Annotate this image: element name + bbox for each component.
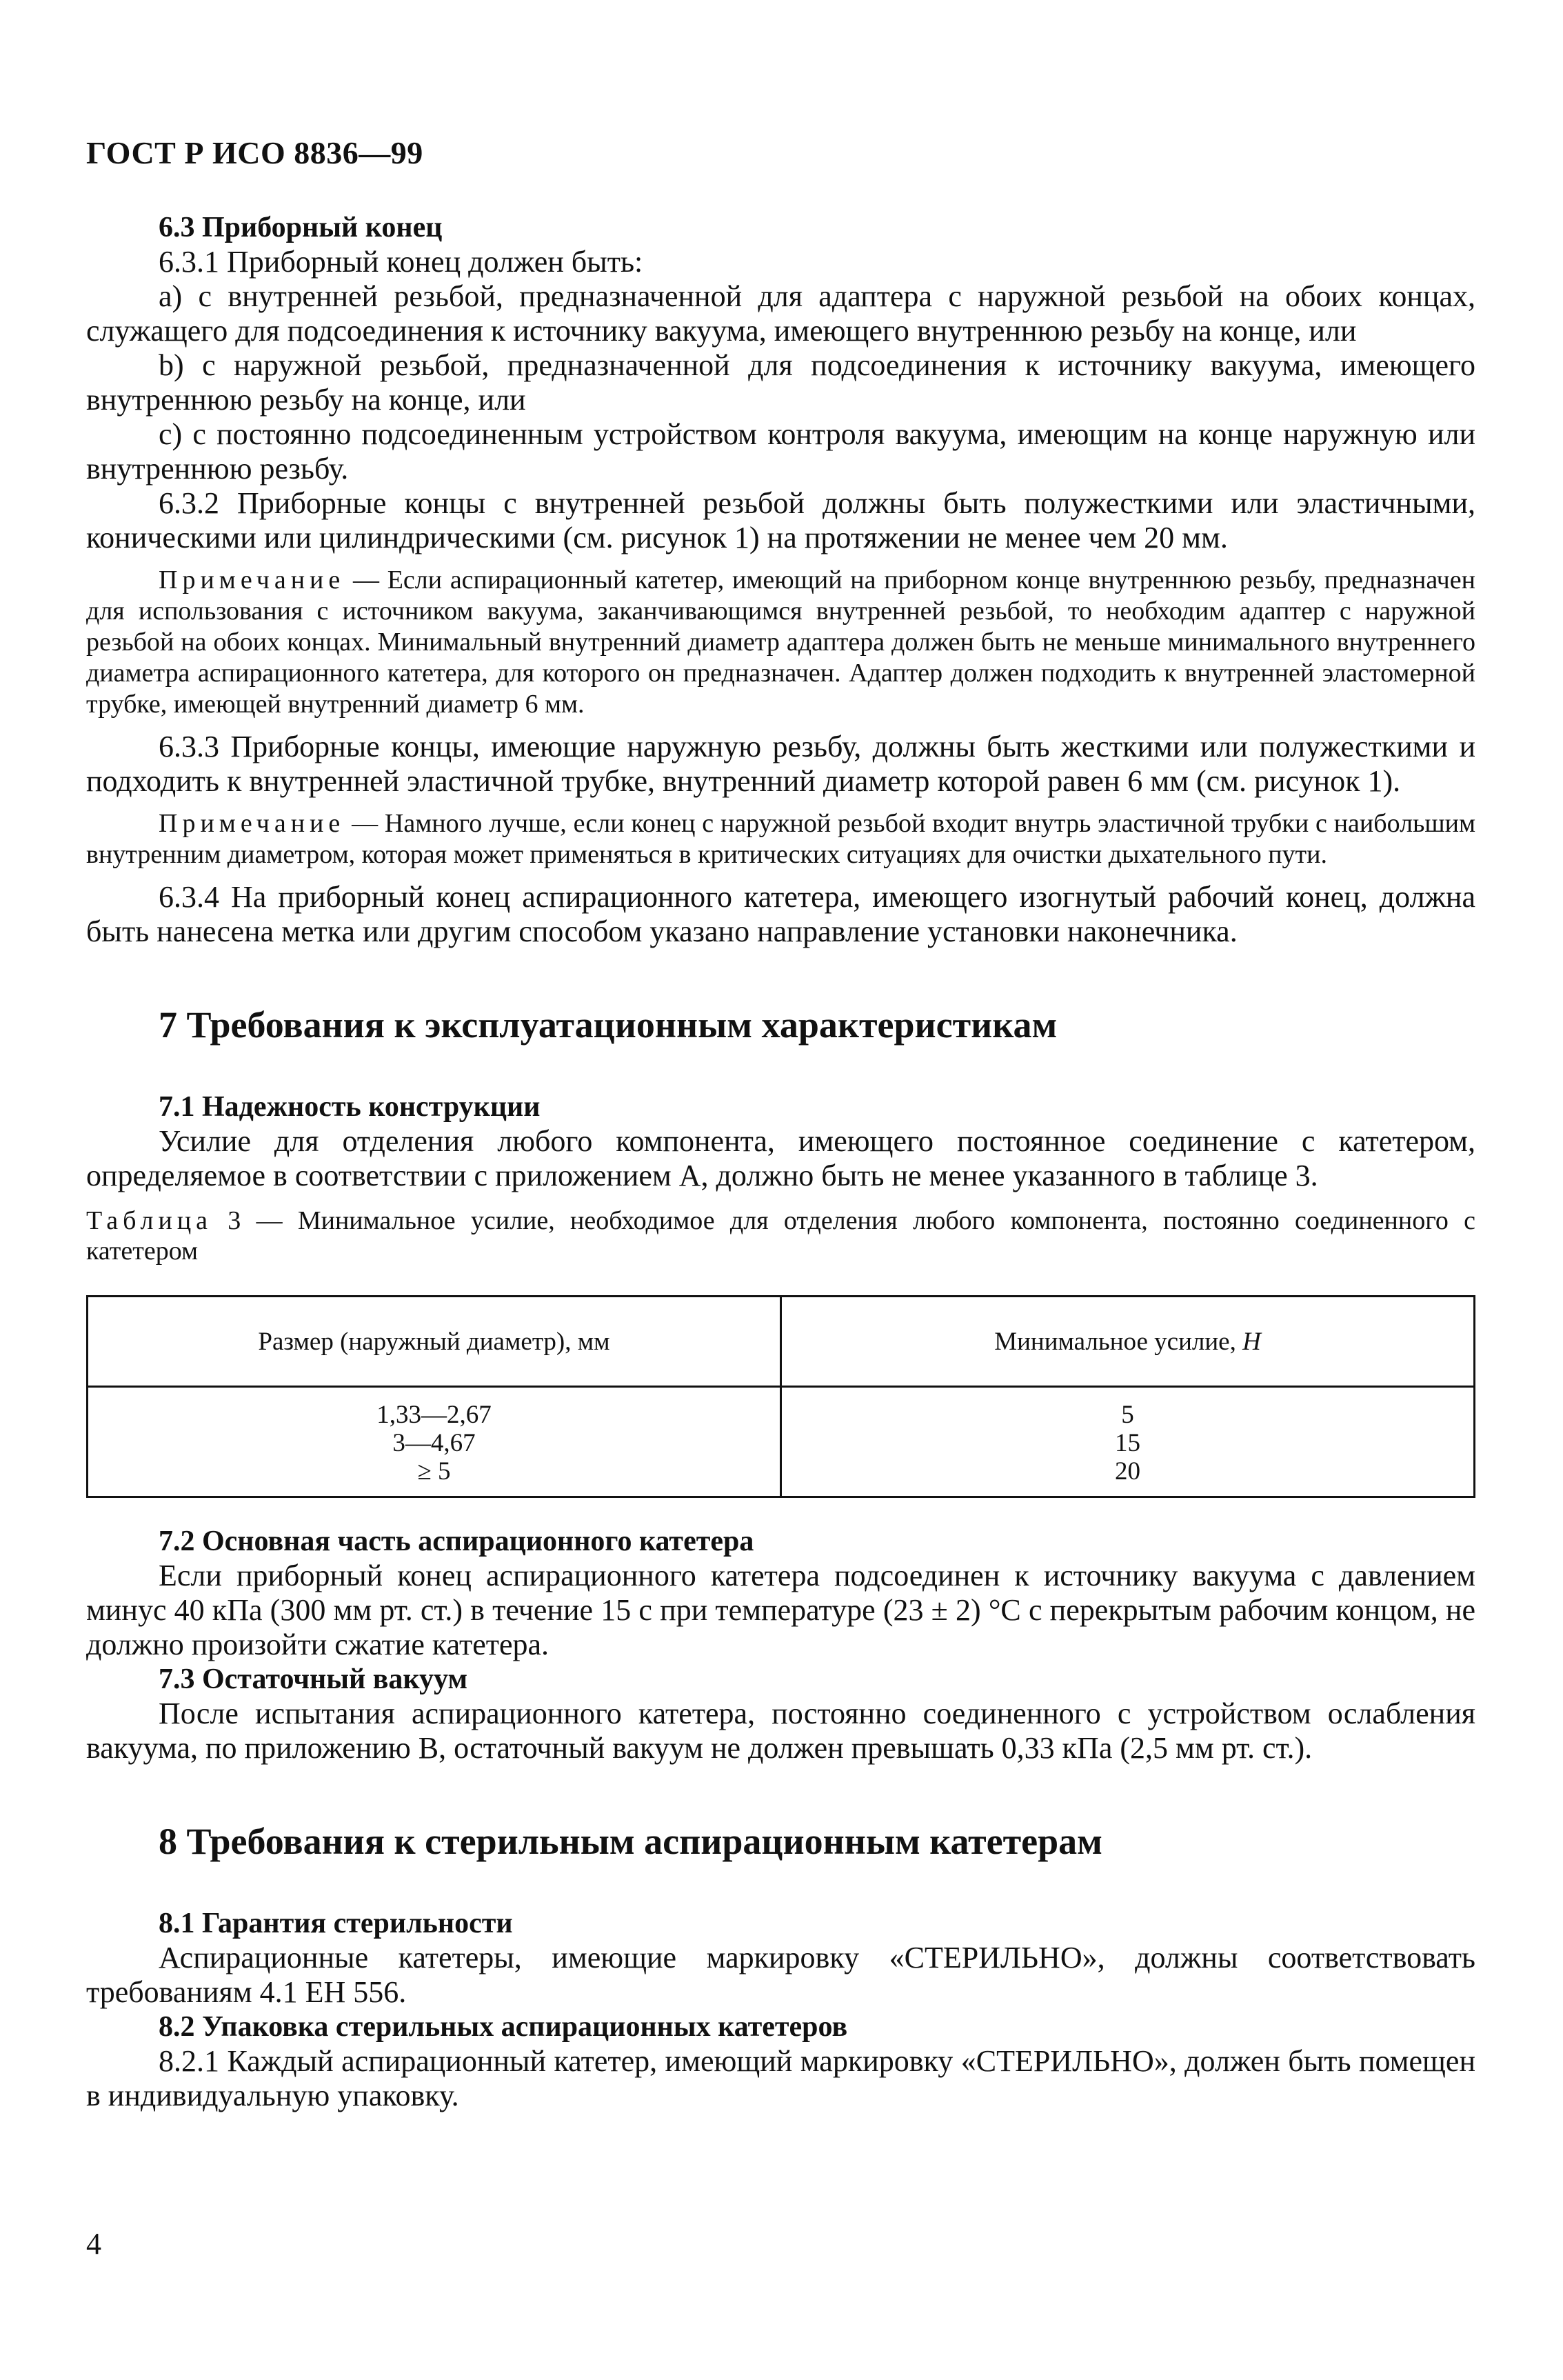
note-1 [86,565,1475,720]
note-text: — Намного лучше, если конец с наружной резьбой входит внутрь эластичной трубки с наибольшим внутренним диаметром, которая может применяться в критических ситуациях для очистки дыхательного пути. [86,809,1475,869]
table-row [88,1387,1475,1497]
size-value: ≥ 5 [417,1457,451,1486]
paragraph-7-3: После испытания аспирационного катетера, постоянно соединенного с устройством ослабления вакуума, по приложению В, остаточный вакуум не должен превышать 0,33 кПа (2,5 мм рт. ст.). [86,1697,1475,1765]
paragraph-6-3-3: 6.3.3 Приборные концы, имеющие наружную резьбу, должны быть жесткими или полужесткими и подходить к внутренней эластичной трубке, внутренний диаметр которой равен 6 мм (см. рисунок 1). [86,730,1475,798]
section-7-1-title: 7.1 Надежность конструкции [159,1091,541,1123]
force-value: 20 [1115,1457,1140,1486]
note-2 [86,808,1475,870]
note-label: Примечание [159,809,345,838]
table-header-force-label: Минимальное усилие, [994,1327,1243,1356]
table-header-size: Размер (наружный диаметр), мм [88,1297,781,1387]
table-header-force [781,1297,1475,1387]
paragraph-8-2-1: 8.2.1 Каждый аспирационный катетер, имеющий маркировку «СТЕРИЛЬНО», должен быть помещен в индивидуальную упаковку. [86,2044,1475,2112]
table-cell-forces [781,1387,1475,1497]
section-6-3-title: 6.3 Приборный конец [159,212,443,243]
table-label: Таблица [86,1206,213,1235]
table-header-force-unit: Н [1242,1327,1261,1356]
force-value: 5 [1121,1400,1134,1429]
table-3 [86,1295,1475,1498]
table-caption-text: 3 — Минимальное усилие, необходимое для отделения любого компонента, постоянно соединенного с катетером [86,1206,1475,1266]
page-content [86,210,1475,2113]
item-b: b) с наружной резьбой, предназначенной для подсоединения к источнику вакуума, имеющего внутреннюю резьбу на конце, или [86,348,1475,417]
section-7-3-title: 7.3 Остаточный вакуум [159,1663,468,1695]
table-caption [86,1206,1475,1266]
paragraph-7-1: Усилие для отделения любого компонента, имеющего постоянное соединение с катетером, определяемое в соответствии с приложением А, должно быть не менее указанного в таблице 3. [86,1124,1475,1192]
paragraph-6-3-4: 6.3.4 На приборный конец аспирационного катетера, имеющего изогнутый рабочий конец, должна быть нанесена метка или другим способом указано направление установки наконечника. [86,880,1475,948]
size-value: 1,33—2,67 [376,1400,492,1429]
note-label: Примечание [159,566,345,594]
table-cell-sizes [88,1387,781,1497]
paragraph-6-3-2: 6.3.2 Приборные концы с внутренней резьбой должны быть полужесткими или эластичными, коническими или цилиндрическими (см. рисунок 1) на протяжении не менее чем 20 мм. [86,486,1475,554]
section-8-title: 8 Требования к стерильным аспирационным катетерам [159,1821,1102,1862]
page-number: 4 [86,2227,101,2261]
page-header: ГОСТ Р ИСО 8836—99 [86,135,423,170]
section-8-1-title: 8.1 Гарантия стерильности [159,1908,513,1939]
size-value: 3—4,67 [392,1428,476,1457]
section-7-title: 7 Требования к эксплуатационным характеристикам [159,1004,1058,1046]
paragraph-8-1: Аспирационные катетеры, имеющие маркировку «СТЕРИЛЬНО», должны соответствовать требованиям 4.1 ЕН 556. [86,1941,1475,2009]
item-c: с) с постоянно подсоединенным устройством контроля вакуума, имеющим на конце наружную или внутреннюю резьбу. [86,417,1475,486]
section-7-2-title: 7.2 Основная часть аспирационного катетера [159,1526,754,1557]
table-header-row [88,1297,1475,1387]
item-a: а) с внутренней резьбой, предназначенной для адаптера с наружной резьбой на обоих концах, служащего для подсоединения к источнику вакуума, имеющего внутреннюю резьбу на конце, или [86,279,1475,348]
section-8-2-title: 8.2 Упаковка стерильных аспирационных катетеров [159,2011,848,2043]
paragraph-6-3-1: 6.3.1 Приборный конец должен быть: [159,245,643,279]
force-value: 15 [1115,1428,1140,1457]
note-text: — Если аспирационный катетер, имеющий на приборном конце внутреннюю резьбу, предназначен для использования с источником вакуума, заканчивающимся внутренней резьбой, то необходим адаптер с наружной резьбой на обоих концах. Минимальный внутренний диаметр адаптера должен быть не меньше минимального внутреннего диаметра аспирационного катетера, для которого он предназначен. Адаптер должен подходить к внутренней эластомерной трубке, имеющей внутренний диаметр 6 мм. [86,566,1475,719]
paragraph-7-2: Если приборный конец аспирационного катетера подсоединен к источнику вакуума с давлением минус 40 кПа (300 мм рт. ст.) в течение 15 с при температуре (23 ± 2) °С с перекрытым рабочим концом, не должно произойти сжатие катетера. [86,1559,1475,1661]
